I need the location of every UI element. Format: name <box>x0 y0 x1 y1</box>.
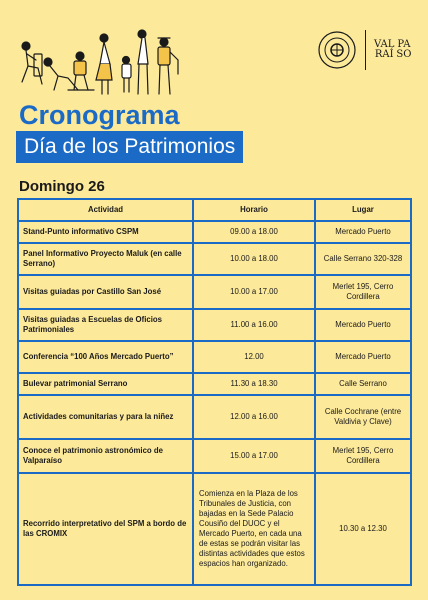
cell-horario: 12.00 a 16.00 <box>193 395 315 439</box>
table-row <box>18 439 411 473</box>
valparaiso-logo <box>374 39 412 60</box>
cell-actividad: Panel Informativo Proyecto Maluk (en calle Serrano) <box>18 243 193 275</box>
cell-horario: 12.00 <box>193 341 315 373</box>
cell-actividad: Stand-Punto informativo CSPM <box>18 221 193 243</box>
people-illustration <box>18 24 186 100</box>
schedule-table <box>17 198 412 586</box>
table-row <box>18 473 411 585</box>
table-row <box>18 221 411 243</box>
table-row <box>18 373 411 395</box>
heritage-seal-icon <box>317 30 357 70</box>
cell-actividad: Bulevar patrimonial Serrano <box>18 373 193 395</box>
cell-actividad: Recorrido interpretativo del SPM a bordo de las CROMIX <box>18 473 193 585</box>
cell-horario: Comienza en la Plaza de los Tribunales de Justicia, con bajadas en la Sede Palacio Cousiño del DUOC y el Mercado Puerto, en cada una de estas se podrán visitar las distintas actividades que estos espacios han organizado. <box>193 473 315 585</box>
cell-lugar: Merlet 195, Cerro Cordillera <box>315 439 411 473</box>
cell-lugar: Calle Serrano <box>315 373 411 395</box>
table-row <box>18 395 411 439</box>
column-header-actividad: Actividad <box>18 199 193 221</box>
day-label: Domingo 26 <box>19 178 105 195</box>
cell-lugar: Mercado Puerto <box>315 341 411 373</box>
logo-text-4: SO <box>396 49 412 60</box>
logo-text-1: VAL <box>374 39 395 50</box>
cell-lugar: Calle Cochrane (entre Valdivia y Clave) <box>315 395 411 439</box>
cell-actividad: Actividades comunitarias y para la niñez <box>18 395 193 439</box>
cell-horario: 09.00 a 18.00 <box>193 221 315 243</box>
logo-divider <box>365 30 366 70</box>
cell-horario: 11.00 a 16.00 <box>193 309 315 341</box>
cell-lugar: 10.30 a 12.30 <box>315 473 411 585</box>
cell-actividad: Conferencia “100 Años Mercado Puerto” <box>18 341 193 373</box>
table-row <box>18 309 411 341</box>
cell-horario: 10.00 a 18.00 <box>193 243 315 275</box>
page-subtitle: Día de los Patrimonios <box>16 131 243 163</box>
cell-horario: 11.30 a 18.30 <box>193 373 315 395</box>
cell-lugar: Mercado Puerto <box>315 221 411 243</box>
cell-actividad: Conoce el patrimonio astronómico de Valparaíso <box>18 439 193 473</box>
column-header-lugar: Lugar <box>315 199 411 221</box>
cell-horario: 15.00 a 17.00 <box>193 439 315 473</box>
logo-text-3: RAÍ <box>374 49 394 60</box>
cell-lugar: Mercado Puerto <box>315 309 411 341</box>
page-title: Cronograma <box>19 100 180 130</box>
table-row <box>18 341 411 373</box>
cell-lugar: Calle Serrano 320-328 <box>315 243 411 275</box>
logos-group <box>317 30 412 70</box>
cell-actividad: Visitas guiadas por Castillo San José <box>18 275 193 309</box>
cell-horario: 10.00 a 17.00 <box>193 275 315 309</box>
column-header-horario: Horario <box>193 199 315 221</box>
cell-actividad: Visitas guiadas a Escuelas de Oficios Patrimoniales <box>18 309 193 341</box>
table-row <box>18 275 411 309</box>
table-header-row <box>18 199 411 221</box>
logo-text-2: PA <box>397 39 411 50</box>
table-row <box>18 243 411 275</box>
cell-lugar: Merlet 195, Cerro Cordillera <box>315 275 411 309</box>
